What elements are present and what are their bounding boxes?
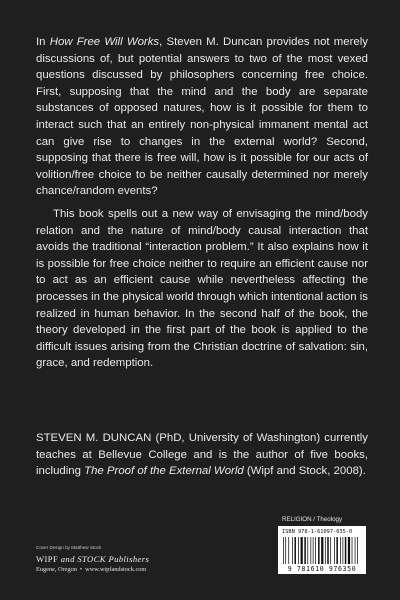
isbn-number: ISBN 978-1-61097-635-0	[282, 529, 353, 535]
barcode-bar	[307, 537, 308, 564]
publisher-address	[36, 566, 146, 573]
barcode-bar	[357, 537, 358, 564]
barcode-bar	[330, 537, 331, 564]
barcode-bar	[288, 537, 289, 564]
barcode-bar	[352, 537, 353, 564]
cover-design-credit: Cover Design by Matthew Stock	[36, 545, 102, 550]
description-paragraph-2: This book spells out a new way of envisaging the mind/body relation and the nature of mind/body causal interaction that avoids the traditional “interaction problem.” It also explains how it is possible for free choice neither to require an efficient cause nor to act as an efficient cause while nevertheless affecting the processes in the physical world through which intentional action is realized in human behavior. In the second half of the book, the theory developed in the first part of the book is applied to the difficult issues arising from the Christian doctrine of salvation: sin, grace, and redemption.	[36, 207, 368, 370]
barcode-bar	[325, 537, 326, 564]
barcode-bar	[345, 537, 347, 564]
barcode-bar	[340, 537, 341, 564]
previous-book-title: The Proof of the External World	[84, 465, 244, 478]
publisher-city: Eugene, Oregon	[36, 566, 77, 573]
barcode-bar	[336, 537, 338, 564]
barcode-digits: 9 781610 976350	[287, 565, 357, 573]
barcode-bar	[285, 537, 286, 564]
barcode-bar	[327, 537, 329, 564]
barcode-bar	[318, 537, 320, 564]
barcode-bar	[294, 537, 296, 564]
barcode-bar	[283, 537, 284, 564]
barcode-bar	[343, 537, 344, 564]
book-description	[36, 34, 368, 372]
barcode-bar	[304, 537, 306, 564]
author-bio: STEVEN M. DUNCAN (PhD, University of Washington) currently teaches at Bellevue College and is the author of five books, including The Proof of the External World (Wipf and Stock, 2008).	[36, 432, 368, 478]
subject-category: RELIGION / Theology	[282, 516, 343, 523]
isbn-barcode	[278, 526, 366, 574]
barcode-bar	[321, 537, 323, 564]
separator-dot: •	[79, 566, 83, 573]
barcode-bar	[355, 537, 356, 564]
barcode-bars	[282, 537, 362, 565]
barcode-bar	[348, 537, 350, 564]
barcode-bar	[334, 537, 335, 564]
publisher-logo: WIPF and STOCK Publishers	[36, 554, 150, 564]
barcode-bar	[313, 537, 314, 564]
barcode-bar	[315, 537, 316, 564]
description-paragraph-1: In How Free Will Works, Steven M. Duncan provides not merely discussions of, but potential answers to two of the most vexed questions discussed by philosophers concerning free choice. First, supposing that the mind and the body are separate substances of opposed natures, how is it possible for them to interact such that an entirely non-physical immanent mental act can give rise to changes in the external world? Second, supposing that there is free will, how is it possible for our acts of volition/free choice to be neither causally determined nor merely chance/random events?	[36, 36, 368, 198]
barcode-bar	[310, 537, 311, 564]
barcode-bar	[301, 537, 303, 564]
book-title: How Free Will Works	[49, 36, 160, 48]
barcode-bar	[292, 537, 293, 564]
publisher-website: www.wipfandstock.com	[85, 566, 147, 573]
barcode-bar	[298, 537, 299, 564]
